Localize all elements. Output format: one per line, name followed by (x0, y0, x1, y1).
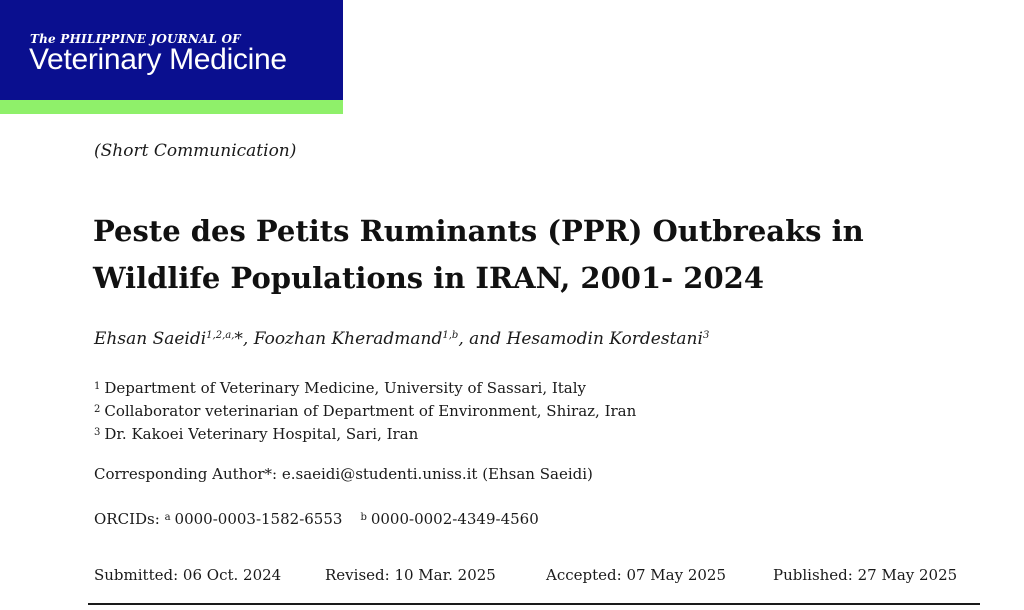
corresponding-marker: * (234, 329, 243, 349)
article-title (93, 208, 973, 302)
author-superscript: 1,b (442, 330, 459, 341)
orcid-id: 0000-0002-4349-4560 (370, 510, 539, 528)
submitted-date: Submitted: 06 Oct. 2024 (94, 566, 282, 584)
affiliation-number: 2 (94, 404, 101, 415)
author-list (94, 329, 709, 349)
article-title-line-1: Peste des Petits Ruminants (PPR) Outbreaks in (93, 214, 864, 248)
orcid-line (94, 510, 539, 528)
article-title-line-2: Wildlife Populations in IRAN, 2001- 2024 (93, 261, 764, 295)
author-superscript: 3 (702, 330, 710, 341)
orcid-marker: b (360, 512, 367, 523)
author-name: Hesamodin Kordestani (506, 329, 703, 349)
affiliation-text: Collaborator veterinarian of Department of Environment, Shiraz, Iran (104, 402, 637, 420)
horizontal-rule (88, 603, 980, 605)
journal-subtitle: The PHILIPPINE JOURNAL OF (30, 32, 241, 46)
author-name: Foozhan Kheradmand (253, 329, 443, 349)
affiliation-text: Department of Veterinary Medicine, University of Sassari, Italy (104, 379, 587, 397)
published-date: Published: 27 May 2025 (773, 566, 958, 584)
author-separator: , (242, 329, 254, 349)
orcid-id: 0000-0003-1582-6553 (174, 510, 343, 528)
affiliation-item (94, 423, 636, 446)
accepted-date: Accepted: 07 May 2025 (546, 566, 727, 584)
affiliation-list (94, 377, 636, 446)
affiliation-number: 1 (94, 381, 101, 392)
journal-title: Veterinary Medicine (29, 43, 287, 76)
revised-date: Revised: 10 Mar. 2025 (325, 566, 496, 584)
affiliation-number: 3 (94, 427, 101, 438)
affiliation-item (94, 400, 636, 423)
article-type: (Short Communication) (94, 141, 297, 161)
author-superscript: 1,2,a, (206, 330, 235, 341)
corresponding-author: Corresponding Author*: e.saeidi@studenti.uniss.it (Ehsan Saeidi) (94, 465, 593, 483)
journal-banner-stripe (0, 100, 343, 114)
orcid-label: ORCIDs: (94, 510, 160, 528)
author-name: Ehsan Saeidi (94, 329, 207, 349)
orcid-marker: a (164, 512, 171, 523)
author-separator: , and (458, 329, 507, 349)
affiliation-item (94, 377, 636, 400)
affiliation-text: Dr. Kakoei Veterinary Hospital, Sari, Iran (104, 425, 419, 443)
